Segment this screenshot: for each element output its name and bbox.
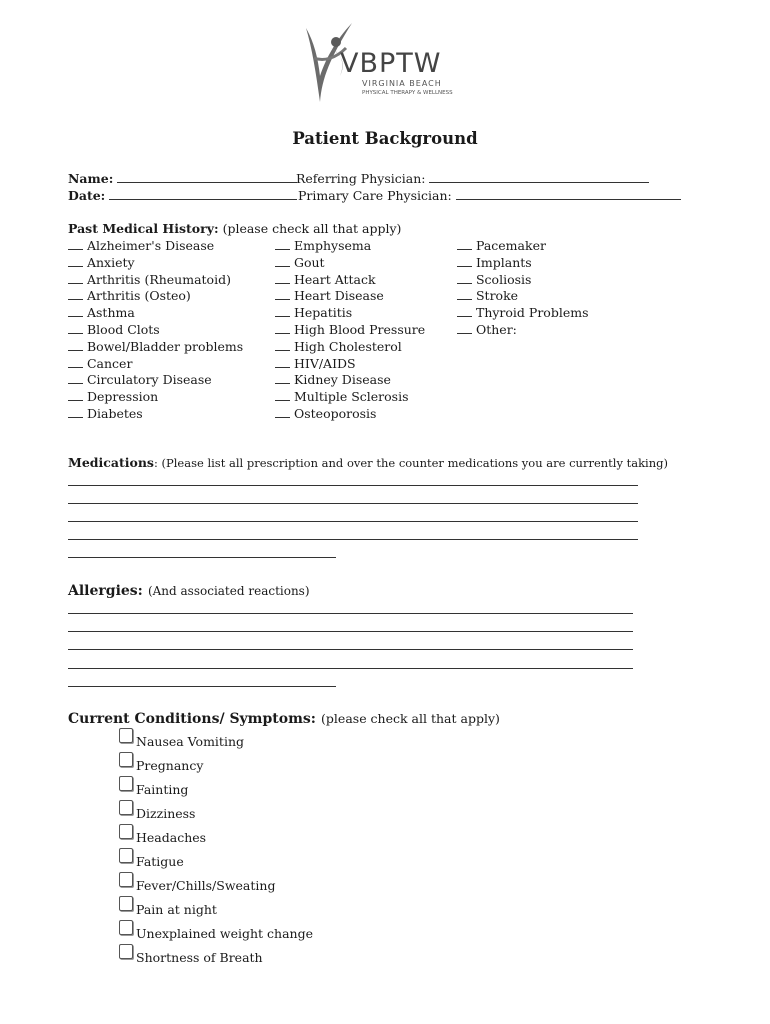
logo-brand: VBPTW — [340, 48, 442, 79]
condition-label: Dizziness — [136, 806, 196, 821]
list-item[interactable] — [457, 288, 588, 304]
check-blank[interactable] — [68, 265, 83, 267]
primary-label: Primary Care Physician: — [298, 188, 452, 203]
list-item[interactable] — [457, 255, 588, 271]
item-label: High Blood Pressure — [293, 321, 426, 337]
list-item[interactable] — [68, 339, 243, 355]
medications-line-4[interactable] — [68, 539, 638, 540]
list-item[interactable] — [68, 305, 243, 321]
checkbox[interactable] — [119, 800, 133, 815]
list-item[interactable] — [68, 322, 243, 338]
item-label: Diabetes — [86, 405, 143, 421]
pmh-column-1 — [68, 238, 243, 422]
check-blank[interactable] — [68, 248, 83, 250]
logo-line1: VIRGINIA BEACH — [362, 79, 442, 88]
item-label: Stroke — [475, 288, 519, 304]
referring-physician-field[interactable] — [429, 181, 649, 183]
medications-note: : (Please list all prescription and over the counter medications you are currently taking) — [153, 456, 668, 470]
list-item[interactable] — [275, 288, 425, 304]
date-field[interactable] — [109, 198, 297, 200]
medications-line-5[interactable] — [68, 557, 336, 558]
checkbox[interactable] — [119, 872, 133, 887]
check-blank[interactable] — [457, 298, 472, 300]
checkbox[interactable] — [119, 920, 133, 935]
item-label: Circulatory Disease — [86, 372, 212, 388]
condition-label: Fainting — [136, 782, 189, 797]
check-blank[interactable] — [457, 315, 472, 317]
primary-row — [298, 188, 681, 204]
list-item[interactable] — [68, 272, 243, 288]
item-label: Bowel/Bladder problems — [86, 338, 244, 354]
check-blank[interactable] — [275, 248, 290, 250]
item-label: Scoliosis — [475, 271, 532, 287]
conditions-note: (please check all that apply) — [321, 711, 500, 726]
item-label: Blood Clots — [86, 321, 160, 337]
check-blank[interactable] — [68, 399, 83, 401]
list-item[interactable] — [68, 389, 243, 405]
list-item[interactable] — [457, 305, 588, 321]
list-item[interactable] — [275, 406, 425, 422]
condition-label: Pregnancy — [136, 758, 204, 773]
check-blank[interactable] — [275, 265, 290, 267]
item-label: Depression — [86, 389, 159, 405]
item-label: Implants — [475, 254, 532, 270]
list-item[interactable] — [275, 389, 425, 405]
name-row — [68, 171, 297, 187]
allergies-heading-row — [68, 580, 310, 599]
referring-row — [296, 171, 649, 187]
condition-label: Fever/Chills/Sweating — [136, 878, 276, 893]
list-item[interactable] — [275, 372, 425, 388]
item-label: Anxiety — [86, 254, 135, 270]
medications-heading: Medications — [68, 455, 154, 470]
primary-care-physician-field[interactable] — [456, 198, 681, 200]
item-label: Cancer — [86, 355, 133, 371]
item-label: Kidney Disease — [293, 372, 391, 388]
checkbox[interactable] — [119, 728, 133, 743]
list-item[interactable] — [275, 356, 425, 372]
check-blank[interactable] — [275, 382, 290, 384]
condition-label: Fatigue — [136, 854, 184, 869]
medications-line-2[interactable] — [68, 503, 638, 504]
item-label: Multiple Sclerosis — [293, 389, 409, 405]
list-item[interactable] — [275, 322, 425, 338]
condition-label: Unexplained weight change — [136, 926, 314, 941]
item-label: Arthritis (Rheumatoid) — [86, 271, 231, 287]
item-label: Osteoporosis — [293, 405, 377, 421]
condition-label: Shortness of Breath — [136, 950, 263, 965]
check-blank[interactable] — [275, 282, 290, 284]
list-item[interactable] — [68, 356, 243, 372]
pmh-column-2 — [275, 238, 425, 422]
allergies-line-5[interactable] — [68, 686, 336, 687]
allergies-heading: Allergies: — [68, 583, 143, 599]
check-blank[interactable] — [68, 366, 83, 368]
check-blank[interactable] — [457, 248, 472, 250]
list-item[interactable] — [275, 305, 425, 321]
check-blank[interactable] — [68, 298, 83, 300]
checkbox[interactable] — [119, 824, 133, 839]
list-item[interactable] — [68, 372, 243, 388]
logo-line2: PHYSICAL THERAPY & WELLNESS — [362, 90, 453, 96]
check-blank[interactable] — [68, 349, 83, 351]
check-blank[interactable] — [457, 332, 472, 334]
item-label: Gout — [293, 254, 325, 270]
item-label: Alzheimer's Disease — [86, 238, 215, 253]
clinic-logo — [300, 18, 470, 108]
check-blank[interactable] — [457, 265, 472, 267]
medications-heading-row — [68, 455, 668, 471]
allergies-line-4[interactable] — [68, 668, 633, 669]
allergies-note: (And associated reactions) — [147, 584, 310, 598]
checkbox[interactable] — [119, 848, 133, 863]
checkbox[interactable] — [119, 944, 133, 959]
check-blank[interactable] — [457, 282, 472, 284]
medications-line-1[interactable] — [68, 485, 638, 486]
check-blank[interactable] — [68, 315, 83, 317]
allergies-line-1[interactable] — [68, 613, 633, 614]
checkbox[interactable] — [119, 752, 133, 767]
list-item[interactable] — [275, 255, 425, 271]
list-item[interactable] — [275, 238, 425, 254]
pmh-heading: Past Medical History: — [68, 221, 219, 236]
list-item[interactable] — [275, 339, 425, 355]
condition-label: Headaches — [136, 830, 207, 845]
condition-label: Pain at night — [136, 902, 217, 917]
item-label: Asthma — [86, 305, 135, 321]
allergies-line-2[interactable] — [68, 631, 633, 632]
check-blank[interactable] — [275, 416, 290, 418]
checkbox[interactable] — [119, 896, 133, 911]
pmh-column-3 — [457, 238, 588, 338]
item-label: HIV/AIDS — [293, 355, 356, 371]
list-item[interactable] — [457, 322, 588, 338]
check-blank[interactable] — [275, 332, 290, 334]
page-title: Patient Background — [292, 129, 478, 148]
list-item[interactable] — [68, 255, 243, 271]
pmh-note: (please check all that apply) — [222, 221, 402, 236]
checkbox[interactable] — [119, 776, 133, 791]
date-row — [68, 188, 297, 204]
list-item[interactable] — [68, 238, 243, 254]
list-item[interactable] — [275, 272, 425, 288]
check-blank[interactable] — [275, 298, 290, 300]
date-label: Date: — [68, 188, 106, 203]
item-label: Heart Disease — [293, 288, 384, 304]
check-blank[interactable] — [68, 416, 83, 418]
list-item[interactable] — [457, 272, 588, 288]
conditions-heading: Current Conditions/ Symptoms: — [68, 711, 316, 727]
item-label: High Cholesterol — [293, 338, 402, 354]
medications-line-3[interactable] — [68, 521, 638, 522]
list-item[interactable] — [457, 238, 588, 254]
check-blank[interactable] — [68, 332, 83, 334]
item-label: Thyroid Problems — [475, 305, 589, 321]
check-blank[interactable] — [275, 349, 290, 351]
check-blank[interactable] — [68, 382, 83, 384]
check-blank[interactable] — [68, 282, 83, 284]
referring-label: Referring Physician: — [296, 171, 426, 186]
condition-label: Nausea Vomiting — [136, 734, 245, 749]
name-label: Name: — [68, 171, 114, 186]
item-label: Other: — [475, 321, 517, 337]
item-label: Emphysema — [293, 238, 372, 253]
allergies-line-3[interactable] — [68, 649, 633, 650]
check-blank[interactable] — [275, 399, 290, 401]
pmh-heading-row — [68, 221, 401, 237]
list-item[interactable] — [68, 288, 243, 304]
check-blank[interactable] — [275, 315, 290, 317]
name-field[interactable] — [117, 181, 297, 183]
item-label: Arthritis (Osteo) — [86, 288, 191, 304]
item-label: Heart Attack — [293, 271, 376, 287]
list-item[interactable] — [68, 406, 243, 422]
item-label: Hepatitis — [293, 305, 353, 321]
conditions-heading-row — [68, 708, 500, 727]
item-label: Pacemaker — [475, 238, 546, 253]
check-blank[interactable] — [275, 366, 290, 368]
